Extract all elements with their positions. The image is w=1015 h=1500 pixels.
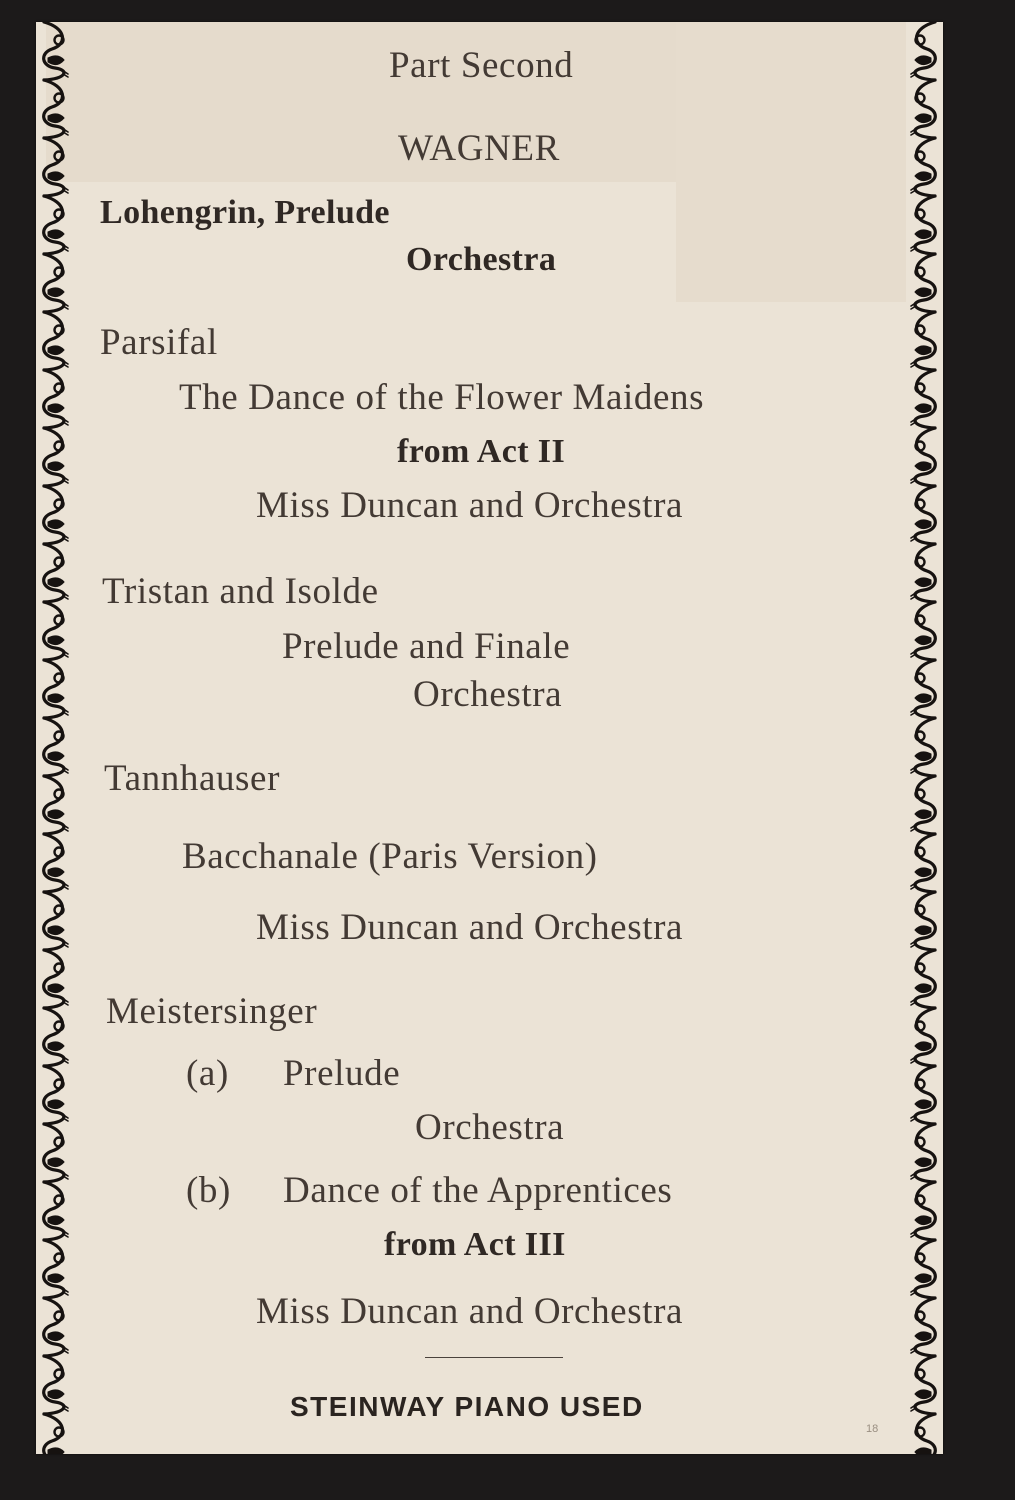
paper-stain — [46, 22, 676, 182]
ornamental-border-right — [903, 22, 943, 1454]
program-item-piece: Bacchanale (Paris Version) — [182, 836, 598, 877]
page-number: 18 — [866, 1423, 879, 1435]
program-item-piece: The Dance of the Flower Maidens — [179, 377, 705, 418]
subpart-performer: Orchestra — [415, 1107, 565, 1148]
paper-stain — [676, 22, 906, 302]
program-item-title: Tannhauser — [104, 758, 281, 799]
program-item-title: Lohengrin, Prelude — [100, 194, 390, 231]
subpart-piece: Prelude — [283, 1053, 401, 1094]
divider-rule — [425, 1357, 563, 1358]
subpart-piece: Dance of the Apprentices — [283, 1170, 673, 1211]
program-item-performer: Miss Duncan and Orchestra — [256, 485, 684, 526]
part-title: Part Second — [389, 45, 574, 86]
subpart-label: (a) — [186, 1053, 229, 1094]
program-item-performer: Orchestra — [413, 674, 563, 715]
program-page — [36, 22, 943, 1454]
ornamental-border-left — [36, 22, 76, 1454]
composer-heading: WAGNER — [398, 128, 560, 169]
program-item-title: Parsifal — [100, 322, 218, 363]
program-item-title: Tristan and Isolde — [102, 571, 379, 612]
subpart-note: from Act III — [384, 1226, 566, 1263]
program-item-note: from Act II — [397, 433, 566, 470]
program-item-piece: Prelude and Finale — [282, 626, 571, 667]
program-item-performer: Orchestra — [406, 241, 557, 278]
program-item-performer: Miss Duncan and Orchestra — [256, 907, 684, 948]
program-item-title: Meistersinger — [106, 991, 318, 1032]
footer-notice: STEINWAY PIANO USED — [290, 1391, 644, 1422]
subpart-label: (b) — [186, 1170, 231, 1211]
subpart-performer: Miss Duncan and Orchestra — [256, 1291, 684, 1332]
